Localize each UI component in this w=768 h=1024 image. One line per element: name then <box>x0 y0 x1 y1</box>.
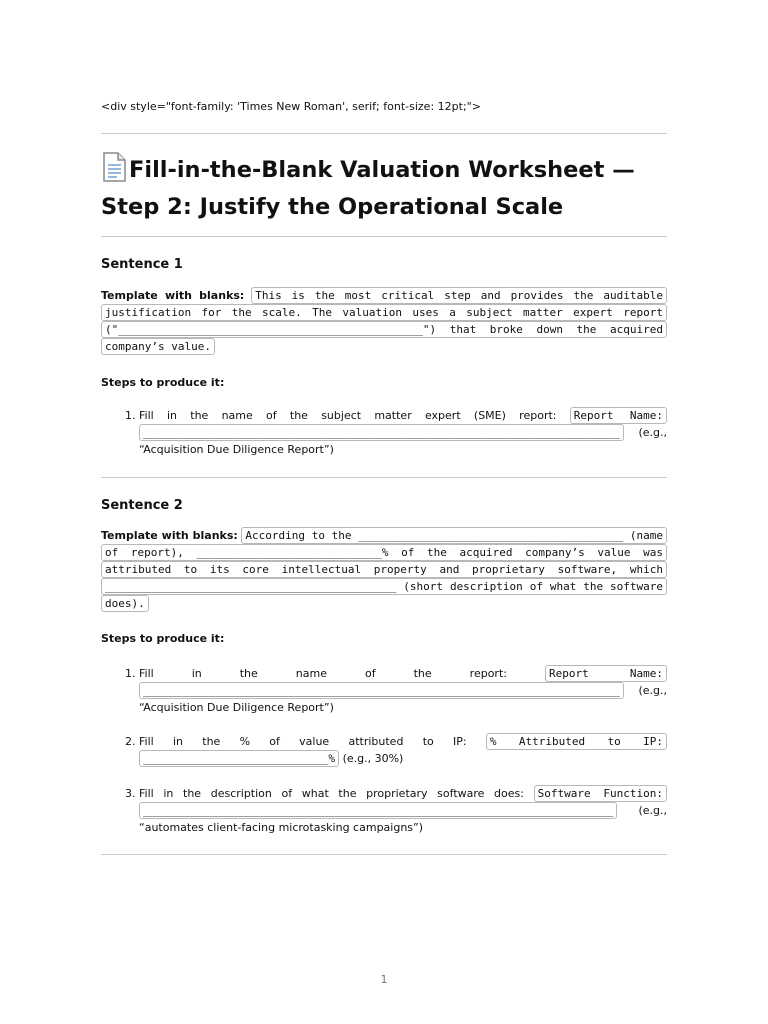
step-example: (e.g., 30%) <box>342 752 404 765</box>
template-label: Template with blanks: <box>101 289 245 302</box>
document-icon <box>101 152 127 191</box>
step-example: (e.g., “Acquisition Due Diligence Report”) <box>139 684 667 714</box>
title-text: Fill-in-the-Blank Valuation Worksheet — Step 2: Justify the Operational Scale <box>101 157 635 220</box>
divider <box>101 477 667 478</box>
step-text: Fill in the description of what the proprietary software does: <box>139 787 524 800</box>
step-item <box>125 785 667 836</box>
step-text: Fill in the name of the report: <box>139 667 507 680</box>
divider <box>101 854 667 855</box>
page-number: 1 <box>380 973 388 986</box>
raw-html-tag-text: <div style="font-family: 'Times New Roman', serif; font-size: 12pt;"> <box>101 100 481 113</box>
divider <box>101 236 667 237</box>
step-number: 1. <box>125 667 136 680</box>
steps-label: Steps to produce it: <box>101 632 225 645</box>
step-item <box>125 665 667 716</box>
step-example: (e.g., “Acquisition Due Diligence Report”) <box>139 426 667 456</box>
report-name-field[interactable]: Report Name: ________________________________________________________________________ <box>139 407 667 441</box>
software-function-field[interactable]: Software Function: _______________________________________________________________________ <box>139 785 667 819</box>
step-number: 2. <box>125 735 136 748</box>
template-label: Template with blanks: <box>101 529 238 542</box>
step-text: Fill in the % of value attributed to IP: <box>139 735 467 748</box>
step-number: 1. <box>125 409 136 422</box>
step-example: (e.g., “automates client-facing microtasking campaigns”) <box>139 804 667 834</box>
section-heading-sentence-2: Sentence 2 <box>101 498 183 513</box>
template-sentence-1 <box>101 287 667 355</box>
step-item <box>125 407 667 458</box>
step-item <box>125 733 667 767</box>
steps-label: Steps to produce it: <box>101 376 225 389</box>
percent-attributed-field[interactable]: % Attributed to IP: ____________________________% <box>139 733 667 767</box>
template-code-sentence-1: This is the most critical step and provides the auditable justification for the scale. The valuation uses a subject matter expert report ("______________________________________________") that broke down the acquired company’s value. <box>101 287 667 355</box>
divider <box>101 133 667 134</box>
step-number: 3. <box>125 787 136 800</box>
report-name-field[interactable]: Report Name: ________________________________________________________________________ <box>139 665 667 699</box>
page-title <box>101 152 667 223</box>
section-heading-sentence-1: Sentence 1 <box>101 257 183 272</box>
template-code-sentence-2: According to the ________________________________________ (name of report), ____________________________% of the acquired company’s value was attributed to its core intellectual property and proprietary software, which ____________________________________________ (short description of what the software does). <box>101 527 667 612</box>
step-text: Fill in the name of the subject matter expert (SME) report: <box>139 409 557 422</box>
template-sentence-2 <box>101 527 667 612</box>
